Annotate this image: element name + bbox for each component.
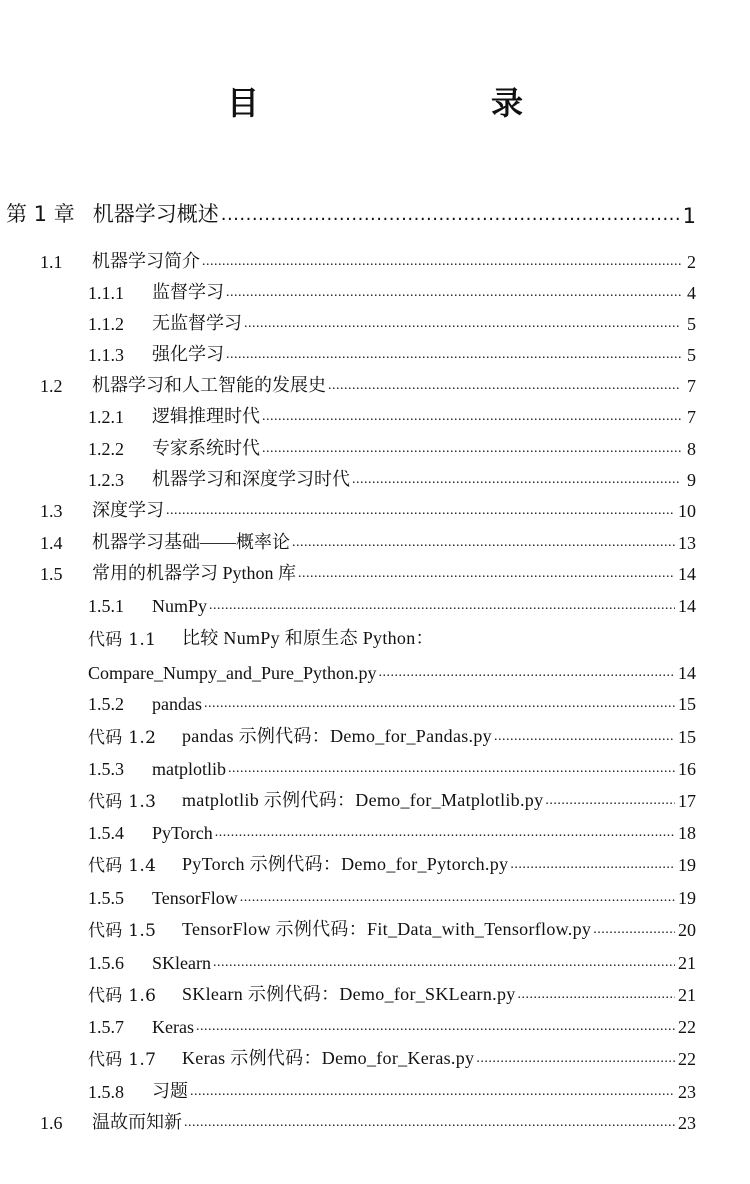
page-number: 16: [678, 759, 696, 779]
code-number: 代码 1.1: [88, 630, 157, 650]
code-number: 代码 1.4: [88, 856, 157, 876]
page-number: 14: [678, 663, 696, 683]
toc-code-1-5[interactable]: [88, 911, 696, 941]
toc-entry-1-3[interactable]: [40, 492, 696, 522]
leader-dots: [209, 595, 675, 617]
leader-dots: [298, 563, 675, 585]
section-number: 1.5.4: [88, 823, 124, 843]
section-number: 1.5.8: [88, 1082, 124, 1102]
section-number: 1.2.2: [88, 439, 124, 459]
section-number: 1.4: [40, 533, 63, 553]
leader-dots: [476, 1048, 675, 1070]
toc-entry-1-2-2[interactable]: [88, 430, 696, 460]
leader-dots: [518, 984, 675, 1006]
page-number: 14: [678, 564, 696, 584]
page-number: 19: [678, 888, 696, 908]
section-number: 1.2: [40, 376, 63, 396]
leader-dots: [352, 469, 681, 491]
section-title: pandas: [152, 694, 202, 714]
section-title: 强化学习: [152, 344, 224, 364]
section-title: SKlearn: [152, 953, 211, 973]
toc-entry-1-5-3[interactable]: [88, 750, 696, 780]
leader-dots: [494, 726, 675, 748]
page-number: 5: [687, 314, 696, 334]
page-number: 13: [678, 533, 696, 553]
section-title: Keras: [152, 1017, 194, 1037]
code-title: SKlearn 示例代码：Demo_for_SKLearn.py: [182, 984, 516, 1004]
page-number: 10: [678, 501, 696, 521]
code-number: 代码 1.5: [88, 921, 157, 941]
section-number: 1.3: [40, 501, 63, 521]
section-number: 1.5.7: [88, 1017, 124, 1037]
leader-dots: [328, 375, 681, 397]
toc-entry-1-4[interactable]: [40, 524, 696, 554]
leader-dots: [244, 313, 681, 335]
code-title: PyTorch 示例代码：Demo_for_Pytorch.py: [182, 854, 509, 874]
page-number: 18: [678, 823, 696, 843]
page-number: 22: [678, 1049, 696, 1069]
section-title: TensorFlow: [152, 888, 238, 908]
code-title: pandas 示例代码：Demo_for_Pandas.py: [182, 726, 492, 746]
toc-code-1-4[interactable]: [88, 846, 696, 876]
page-number: 5: [687, 345, 696, 365]
leader-dots: [202, 251, 681, 273]
page-number: 21: [678, 953, 696, 973]
leader-dots: [184, 1112, 675, 1134]
section-number: 1.1.1: [88, 283, 124, 303]
section-number: 1.2.1: [88, 407, 124, 427]
toc-entry-1-1[interactable]: [40, 243, 696, 273]
section-title: 习题: [152, 1081, 188, 1101]
leader-dots: [228, 758, 675, 780]
leader-dots: [166, 500, 675, 522]
toc-code-1-1[interactable]: [88, 620, 696, 650]
toc-code-1-2[interactable]: [88, 718, 696, 748]
leader-dots: [226, 344, 681, 366]
page-number: 19: [678, 855, 696, 875]
toc-entry-1-2-3[interactable]: [88, 461, 696, 491]
section-title: 机器学习和深度学习时代: [152, 469, 350, 489]
toc-code-1-3[interactable]: [88, 782, 696, 812]
code-number: 代码 1.2: [88, 728, 157, 748]
toc-entry-1-5[interactable]: [40, 555, 696, 585]
page-number: 20: [678, 920, 696, 940]
code-filename: Compare_Numpy_and_Pure_Python.py: [88, 663, 377, 683]
page-number: 14: [678, 596, 696, 616]
toc-code-1-6[interactable]: [88, 976, 696, 1006]
section-title: 机器学习基础——概率论: [92, 532, 290, 552]
toc-code-1-7[interactable]: [88, 1040, 696, 1070]
leader-dots: [593, 919, 675, 941]
page-number: 17: [678, 791, 696, 811]
leader-dots: [545, 790, 675, 812]
section-title: 温故而知新: [92, 1112, 182, 1132]
page-number: 9: [687, 470, 696, 490]
section-title: 专家系统时代: [152, 438, 260, 458]
section-title: 机器学习简介: [92, 251, 200, 271]
section-title: PyTorch: [152, 823, 213, 843]
section-number: 1.1: [40, 252, 63, 272]
page-number: 8: [687, 439, 696, 459]
leader-dots: [196, 1016, 675, 1038]
section-title: matplotlib: [152, 759, 226, 779]
leader-dots: [240, 887, 675, 909]
section-title: NumPy: [152, 596, 208, 616]
page-number: 22: [678, 1017, 696, 1037]
toc-entry-1-1-2[interactable]: [88, 305, 696, 335]
leader-dots: [221, 206, 680, 228]
toc-entry-1-6[interactable]: [40, 1104, 696, 1134]
page-number: 15: [678, 727, 696, 747]
section-title: 无监督学习: [152, 313, 242, 333]
section-title: 监督学习: [152, 282, 224, 302]
toc-entry-1-5-5[interactable]: [88, 879, 696, 909]
leader-dots: [215, 822, 675, 844]
leader-dots: [213, 952, 675, 974]
code-number: 代码 1.6: [88, 986, 157, 1006]
code-number: 代码 1.3: [88, 792, 157, 812]
page-number: 4: [687, 283, 696, 303]
page-number: 23: [678, 1082, 696, 1102]
leader-dots: [378, 662, 675, 684]
section-number: 1.5: [40, 564, 63, 584]
toc-code-1-1-continued[interactable]: [88, 654, 696, 684]
page-number: 21: [678, 985, 696, 1005]
section-number: 1.1.3: [88, 345, 124, 365]
page-number: 23: [678, 1113, 696, 1133]
page-number: 7: [687, 376, 696, 396]
toc-entry-1-5-7[interactable]: [88, 1008, 696, 1038]
leader-dots: [262, 438, 681, 460]
toc-entry-1-1-1[interactable]: [88, 274, 696, 304]
code-title: 比较 NumPy 和原生态 Python：: [182, 628, 434, 648]
page-number: 7: [687, 407, 696, 427]
code-title: Keras 示例代码：Demo_for_Keras.py: [182, 1048, 475, 1068]
leader-dots: [262, 406, 681, 428]
toc-chapter-1[interactable]: [6, 198, 696, 228]
section-number: 1.5.1: [88, 596, 124, 616]
chapter-title: 机器学习概述: [92, 202, 219, 226]
page-number: 2: [687, 252, 696, 272]
chapter-number: 第 1 章: [6, 202, 75, 226]
section-title: 常用的机器学习 Python 库: [92, 563, 297, 583]
section-number: 1.5.6: [88, 953, 124, 973]
toc-entry-1-5-4[interactable]: [88, 814, 696, 844]
section-number: 1.5.3: [88, 759, 124, 779]
section-title: 逻辑推理时代: [152, 406, 260, 426]
leader-dots: [204, 693, 675, 715]
section-number: 1.5.5: [88, 888, 124, 908]
toc-entry-1-5-2[interactable]: [88, 685, 696, 715]
toc-entry-1-2-1[interactable]: [88, 398, 696, 428]
section-number: 1.5.2: [88, 694, 124, 714]
code-title: matplotlib 示例代码：Demo_for_Matplotlib.py: [182, 790, 544, 810]
page-title: 目 录: [226, 84, 579, 122]
section-title: 深度学习: [92, 500, 164, 520]
page-number: 15: [678, 694, 696, 714]
section-number: 1.6: [40, 1113, 63, 1133]
toc-entry-1-5-8[interactable]: [88, 1073, 696, 1103]
section-title: 机器学习和人工智能的发展史: [92, 375, 326, 395]
leader-dots: [292, 532, 675, 554]
toc-entry-1-2[interactable]: [40, 367, 696, 397]
leader-dots: [190, 1081, 675, 1103]
code-number: 代码 1.7: [88, 1050, 157, 1070]
toc-entry-1-5-6[interactable]: [88, 944, 696, 974]
leader-dots: [226, 282, 681, 304]
leader-dots: [510, 854, 675, 876]
code-title: TensorFlow 示例代码：Fit_Data_with_Tensorflow.py: [182, 919, 592, 939]
toc-entry-1-5-1[interactable]: [88, 587, 696, 617]
section-number: 1.1.2: [88, 314, 124, 334]
section-number: 1.2.3: [88, 470, 124, 490]
page-number: 1: [682, 204, 696, 228]
toc-entry-1-1-3[interactable]: [88, 336, 696, 366]
